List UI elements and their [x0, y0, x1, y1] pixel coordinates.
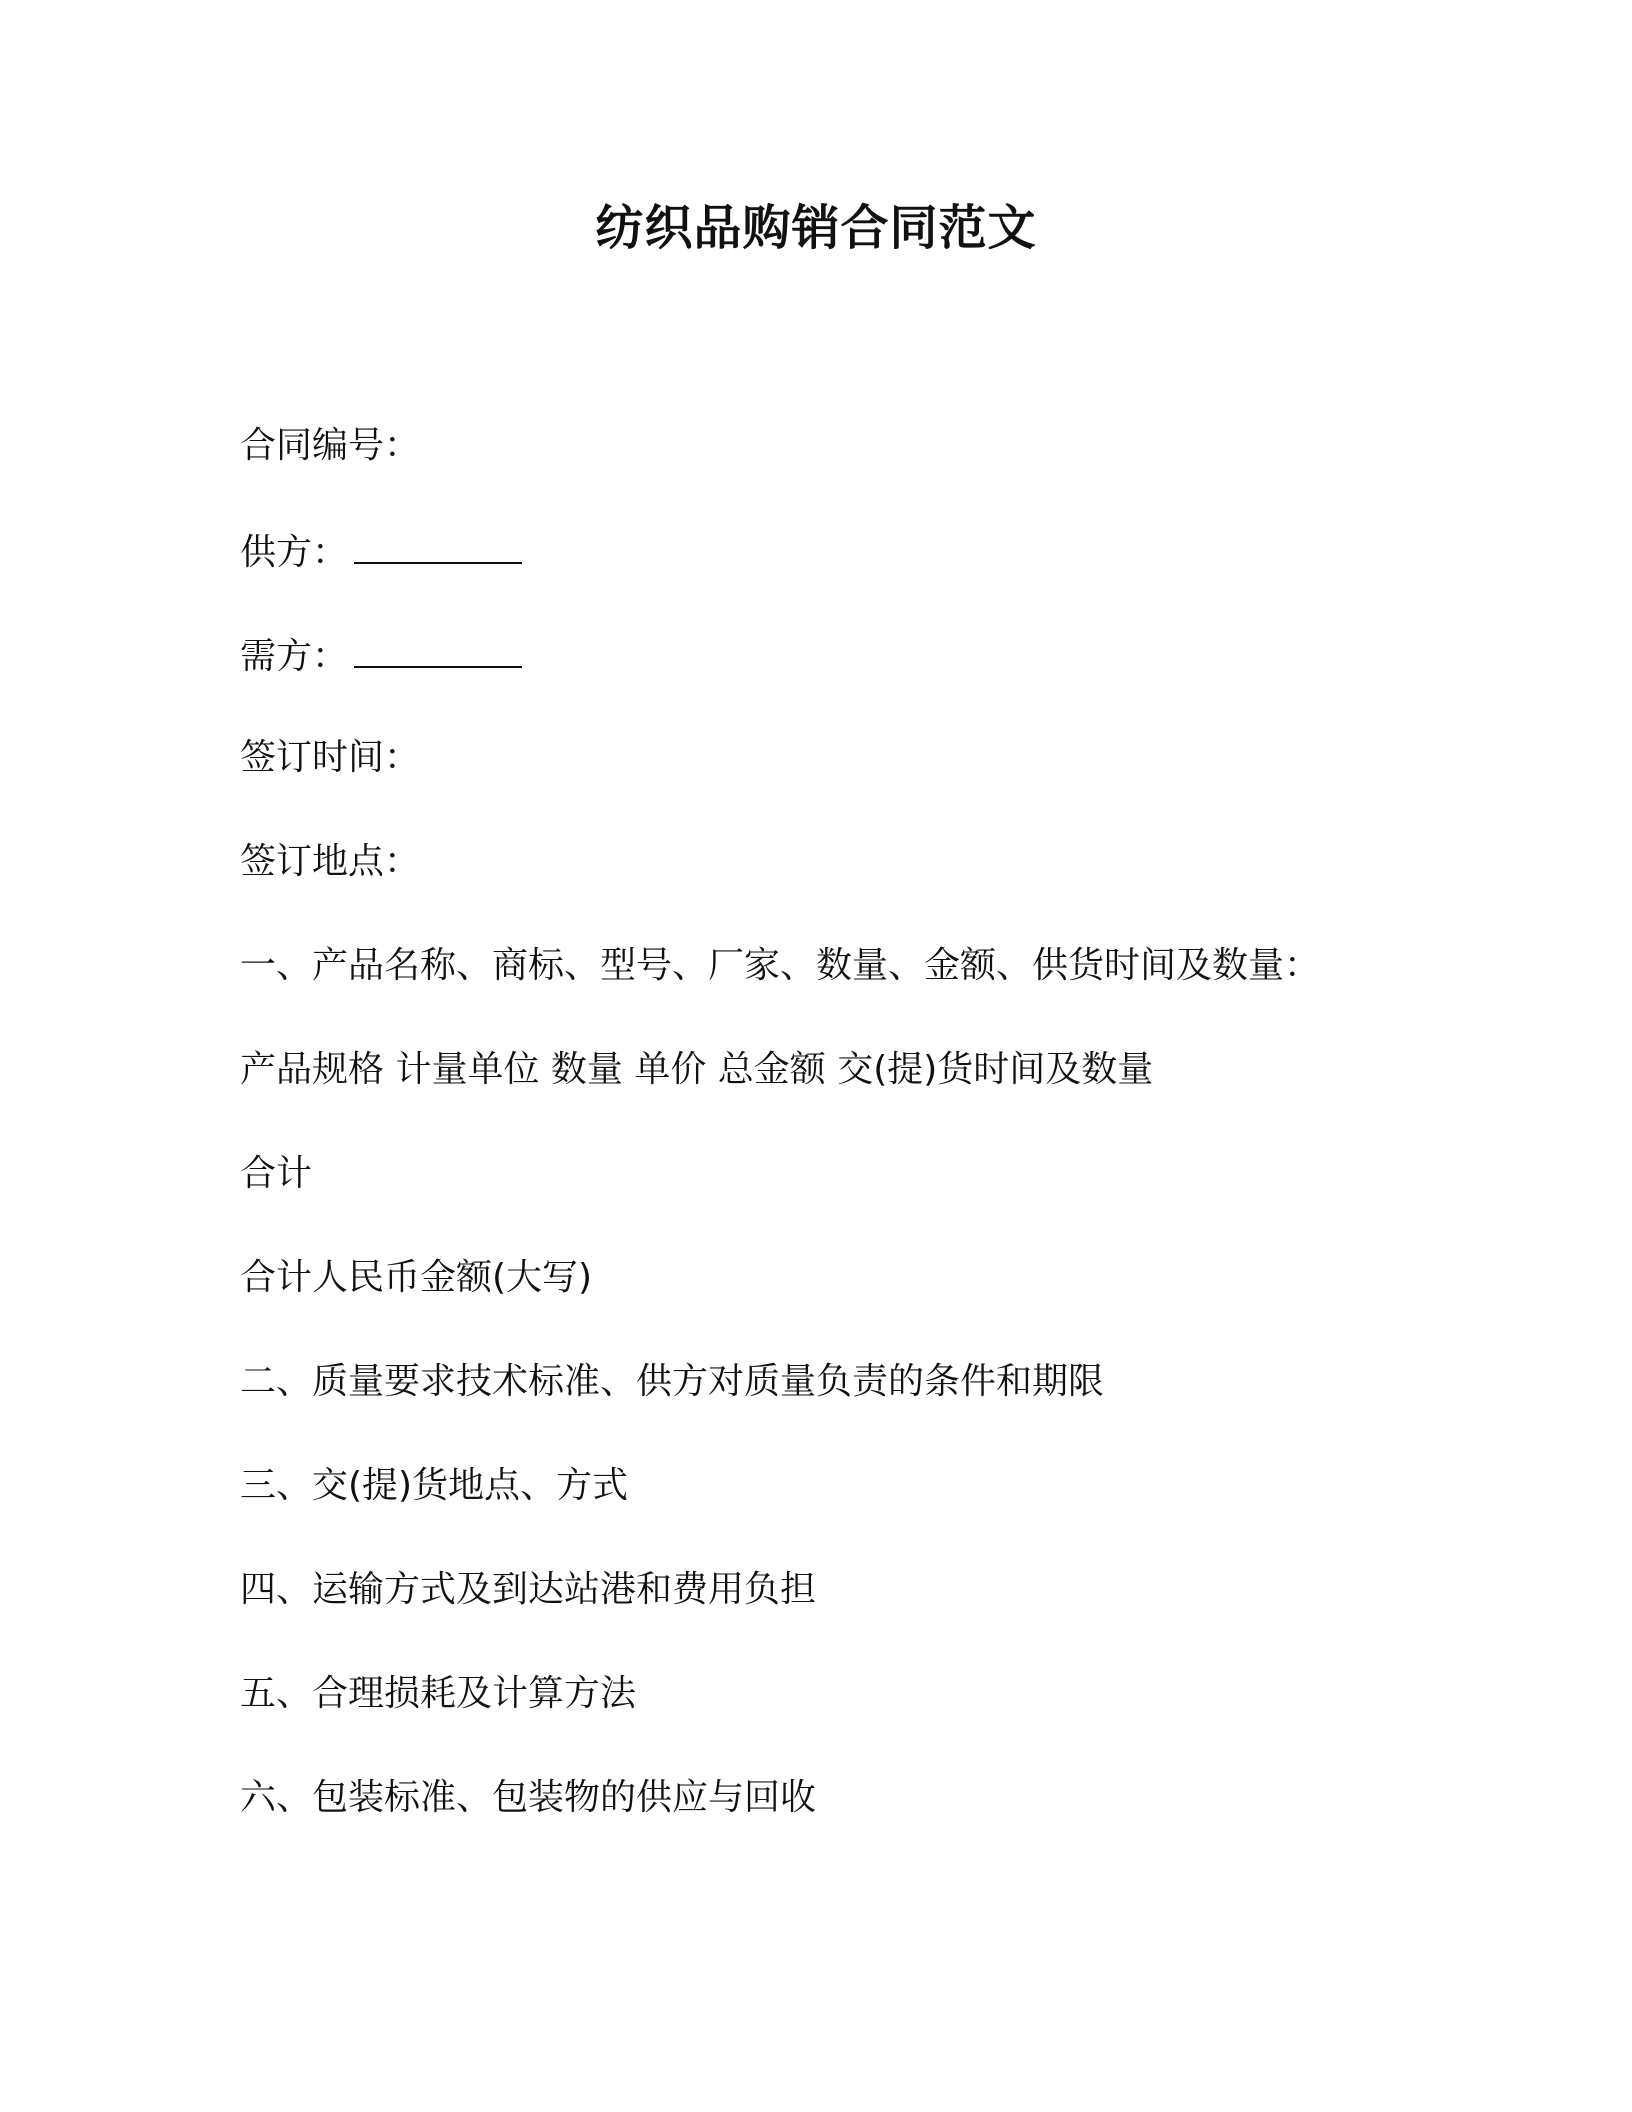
signing-time-label: 签订时间： — [240, 737, 421, 778]
buyer-label: 需方： — [240, 636, 349, 677]
supplier-blank — [354, 522, 522, 564]
product-table-header: 产品规格 计量单位 数量 单价 总金额 交(提)货时间及数量 — [240, 1049, 1154, 1090]
total-rmb-line: 合计人民币金额(大写) — [240, 1257, 593, 1298]
section-4-heading: 四、运输方式及到达站港和费用负担 — [240, 1569, 817, 1610]
buyer-blank — [354, 626, 522, 668]
contract-body — [240, 418, 1440, 1874]
page-title: 纺织品购销合同范文 — [595, 200, 1037, 256]
signing-time-line — [240, 730, 1440, 834]
section-1-heading: 一、产品名称、商标、型号、厂家、数量、金额、供货时间及数量： — [240, 945, 1321, 986]
section-5-heading: 五、合理损耗及计算方法 — [240, 1673, 637, 1714]
section-3-heading: 三、交(提)货地点、方式 — [240, 1465, 629, 1506]
supplier-line — [240, 522, 1440, 626]
signing-place-line — [240, 834, 1440, 938]
contract-number-line — [240, 418, 1440, 522]
supplier-label: 供方： — [240, 532, 349, 573]
buyer-line — [240, 626, 1440, 730]
section-6-heading: 六、包装标准、包装物的供应与回收 — [240, 1777, 817, 1818]
section-2-heading: 二、质量要求技术标准、供方对质量负责的条件和期限 — [240, 1361, 1105, 1402]
contract-number-label: 合同编号： — [240, 425, 421, 466]
total-line: 合计 — [240, 1153, 313, 1194]
signing-place-label: 签订地点： — [240, 841, 421, 882]
